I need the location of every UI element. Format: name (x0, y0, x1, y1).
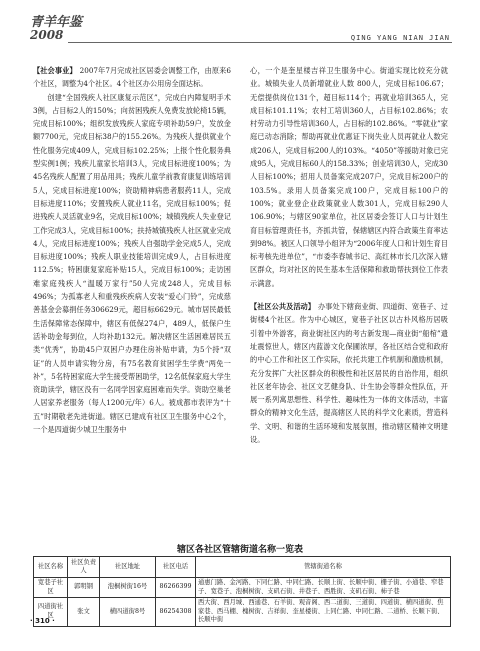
left-column (33, 64, 231, 540)
page-number: · 310 · (30, 617, 55, 625)
table-cell: 86266399 (156, 578, 196, 598)
table-cell: 宽巷子社区 (34, 578, 68, 598)
table-cell: 泡桐树街16号 (100, 578, 156, 598)
table-cell: 86254308 (156, 598, 196, 627)
table-row (34, 578, 451, 598)
header-cell: 社区电话 (156, 557, 196, 578)
table-cell: 四道街社区 (34, 598, 68, 627)
right-column (250, 64, 448, 534)
section-label-activities: 【社区公共及活动】 (250, 302, 316, 312)
table-cell: 张文 (68, 598, 100, 627)
header-cell: 社区地址 (100, 557, 156, 578)
table-cell: 郭明钢 (68, 578, 100, 598)
header-cell: 管辖街道名称 (196, 557, 451, 578)
right-paragraph-2: 【社区公共及活动】 办事处下辖商业街、四道街、宽巷子、过街楼4个社区。作为中心城区，宽巷子社区以古朴风格历居吸引着中外游客，商业街社区内的考古新发现—商业街“船棺”遗址震惊世人，辖区内蓝游文化保圃浓厚，各社区结合党和政府的中心工作和社区工作实际，依托共建工作机制和激励机制，充分发挥广大社区群众的积极性和社区居民的自治作用，组织社区老年协会、社区文艺健身队、计生协会等群众性队伍，开展一系列寓思想性、科学性、趣味性为一体的文体活动，丰富群众的精神文化生活，提高辖区人民的科学文化素质，营造科学、文明、和谐的生活环境和发展氛围，推动辖区精神文明建设。 (250, 302, 448, 445)
left-paragraph-2: 创建“全国残疾人社区康复示范区”，完成白内障复明手术3例，占目标2人的150%；向贫困残疾人免费发放轮椅15辆，完成目标100%；组织发放残疾人家庭专项补助59户，发放金额7700元，完成目标38户的155.26%。为残疾人提供就业个性化服务完成409人，完成目标102.25%；上报个性化服务典型实例1例；残疾儿童家长培训3人，完成目标进度100%；为45名残疾人配置了用品用具；残疾儿童学前教育康复训练培训5人，完成目标进度100%；资助精神病患者服药11人，完成目标进度110%；安置残疾人就业11名，完成目标100%；促进残疾人灵活就业9名，完成目标100%；城镇残疾人失业登记工作完成3人，完成目标100%；扶持城镇残疾人社区就业完成4人，完成目标进度100%；残疾人自强助学金完成5人，完成目标进度100%；残疾人职业技能培训完成9人，占目标进度112.5%；特困康复家庭补贴15人，完成目标100%；走访困难家庭残疾人“温暖万家行”50人完成248人，完成目标496%；为孤寡老人和重残疾疾病人安装“爱心门铃”，完成慈善基金会募捐任务306629元，超目标6629元。城市居民最低生活保障常态保障中，辖区有低保274户，489人，低保户生活补助金每到位，人均补助132元。解决辖区生活困难居民五类“优秀”，协助45户双困户办理住房补贴申请，为5个持“双证”的人员申请实物分房，有75名教育贫困学生学费“两免一补”，5名特困家庭大学生接受帮困助学，12名低保家庭大学生资助读学，辖区没有一名同学因家庭困难而失学。资助空巢老人居家养老服务（每人1200元/年）6人。被成都市表评为“十五”时期敬老先进街道。辖区已建成有社区卫生服务中心2个，一个是四道街少城卫生服务中 (33, 92, 231, 435)
table-cell: 西大街、西月城、西通巷、石羊街、观音阁、西二道街、三道街、四道街、横四道街、焦家巷、西马棚、槐树街、吉祥街、奎星楼街、上同仁路、中同仁路、二道桥、长顺下街、长顺中街 (196, 598, 451, 627)
yearbook-logo (30, 16, 82, 42)
page-header (0, 0, 480, 62)
section-label-social: 【社会事业】 (33, 66, 77, 75)
table-title: 辖区各社区管辖街道名称一览表 (176, 545, 303, 555)
right-paragraph-1: 心，一个是奎星楼吉祥卫生服务中心。街道实现比较充分就业。城镇失业人员新增就业人数 800人，完成目标106.67；无偿提供岗位131个，超目标114个；再就业培训365人，完成目标101.11%；农村工培训360人，占目标102.86%；农村劳动力引导性培训360人，占目标的102.86%。“零就业”家庭已动态消除；帮助再就业优惠证下岗失业人员再就业人数完成206人，完成目标200人的103%。“4050”等援助对象已完成95人，完成目标60人的158.33%；创业培训30人，完成30人目标100%；招用人员备案完成207户，完成目标200户的103.5%。录用人员备案完成100户，完成目标100户的100%；就业登企业政策就业人数301人，完成目标290人106.90%；与辖区90家单位，社区居委会签订人口与计划生育目标管理责任书，齐抓共管，保辖辖区内符合政策生育率达到98%。被区人口领导小组评为“2006年度人口和计划生育目标考核先进单位”，“市委李春城书记、高红林市长几次深入辖区群众，均对社区的民生基本生活保障和救助帮扶到位工作表示满意。 (250, 66, 448, 288)
table-cell: 通惠门路、金河路、下同仁路、中同仁路、长顺上街、长顺中街、栅子街、小通巷、窄巷子、宽巷子、泡桐树街、支矶石街、井巷子、西胜街、支矶石街、柿子巷 (196, 578, 451, 598)
community-streets-table (33, 556, 451, 627)
header-cell: 社区负责人 (68, 557, 100, 578)
header-cell: 社区名称 (34, 557, 68, 578)
header-divider (68, 42, 452, 43)
logo-title: 青羊年鉴 (30, 15, 83, 30)
table-cell: 横四道街8号 (100, 598, 156, 627)
left-paragraph-1: 【社会事业】 2007年7月完成社区居委会调整工作，由原来6个社区，调整为4个社区。4个社区办公用房全面达标。 (33, 66, 231, 89)
header-english-title: QING YANG NIAN JIAN (347, 34, 450, 42)
table-row (34, 598, 451, 627)
logo-year: 2008 (30, 28, 64, 42)
table-header-row (34, 557, 451, 578)
